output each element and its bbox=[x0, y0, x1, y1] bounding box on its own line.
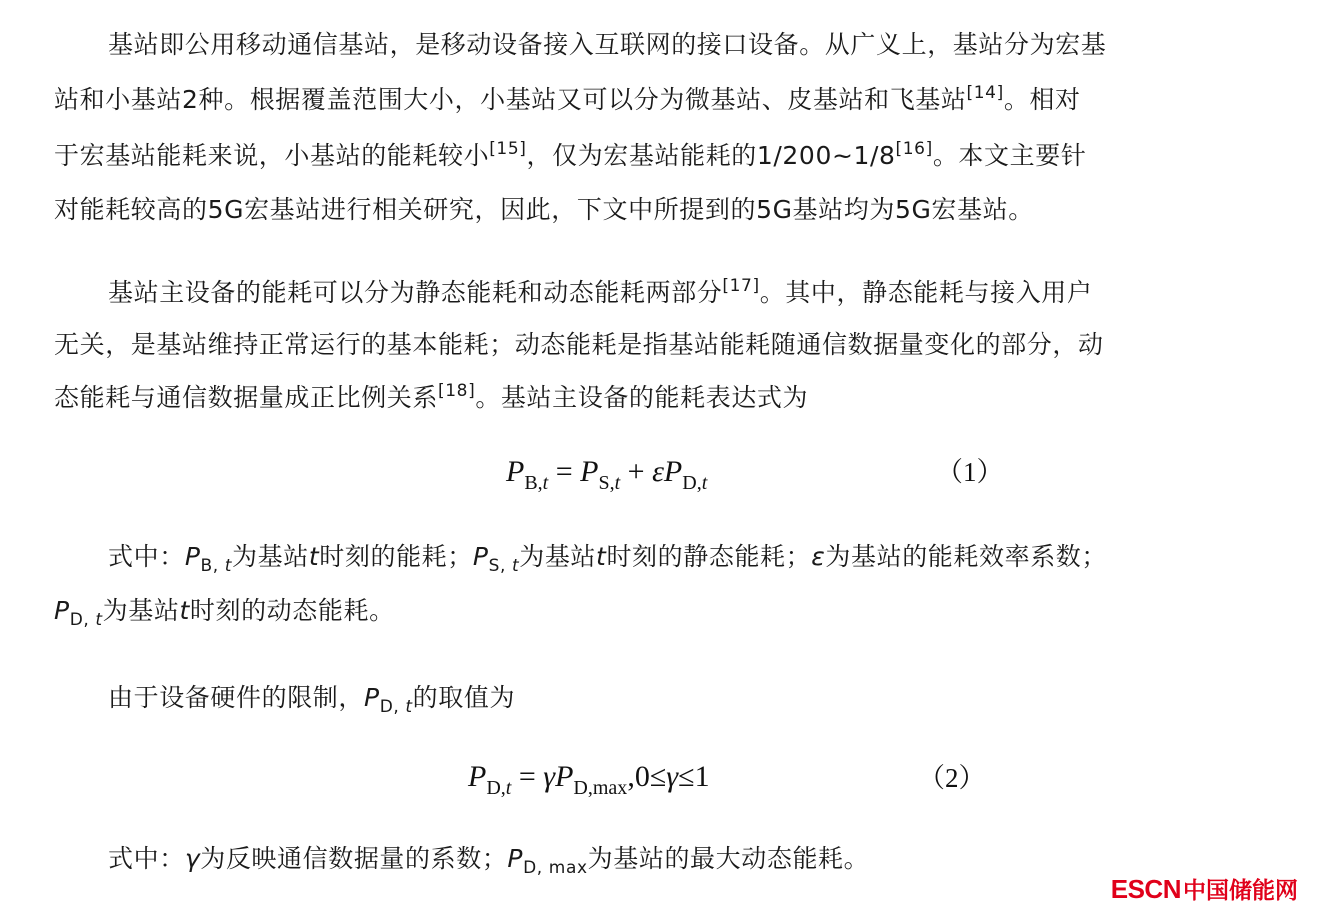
equation-1-number: （1） bbox=[936, 457, 1004, 487]
paragraph-2-line-2: 无关，是基站维持正常运行的基本能耗；动态能耗是指基站能耗随通信数据量变化的部分，动 bbox=[54, 330, 1104, 359]
citation-18: [18] bbox=[438, 381, 476, 401]
paragraph-1-line-4: 对能耗较高的5G宏基站进行相关研究，因此，下文中所提到的5G基站均为5G宏基站。 bbox=[54, 195, 1034, 224]
paragraph-3-line-2: $P_{D, t}$为基站t时刻的动态能耗。 bbox=[54, 596, 395, 630]
equation-2-number: （2） bbox=[918, 763, 986, 793]
paragraph-3-line-1: 式中：$P_{B, t}$为基站t时刻的能耗；$P_{S, t}$为基站t时刻的静态能耗；ε为基站的能耗效率系数； bbox=[108, 542, 1107, 576]
paragraph-1-line-1: 基站即公用移动通信基站，是移动设备接入互联网的接口设备。从广义上，基站分为宏基 bbox=[108, 30, 1107, 59]
paragraph-2-line-3: 态能耗与通信数据量成正比例关系[18]。基站主设备的能耗表达式为 bbox=[54, 381, 809, 412]
paragraph-1-line-2: 站和小基站2种。根据覆盖范围大小，小基站又可以分为微基站、皮基站和飞基站[14]。相对 bbox=[54, 83, 1081, 114]
paragraph-4: 由于设备硬件的限制，$P_{D, t}$的取值为 bbox=[108, 683, 516, 717]
escn-watermark-logo: ESCN中国储能网 bbox=[1110, 874, 1298, 904]
paragraph-2-line-1: 基站主设备的能耗可以分为静态能耗和动态能耗两部分[17]。其中，静态能耗与接入用户 bbox=[108, 276, 1093, 307]
paragraph-1-line-3: 于宏基站能耗来说，小基站的能耗较小[15]，仅为宏基站能耗的1/200~1/8[16]。本文主要针 bbox=[54, 139, 1087, 170]
equation-1: $P_{B,t} = P_{S,t} + \varepsilon P_{D,t}$ bbox=[506, 455, 708, 494]
equation-2: $P_{D,t} = \gamma P_{D,max},0\le\gamma\le 1$ bbox=[468, 760, 710, 799]
paragraph-5: 式中：γ为反映通信数据量的系数；$P_{D, max}$为基站的最大动态能耗。 bbox=[108, 844, 870, 878]
citation-14: [14] bbox=[966, 83, 1004, 103]
citation-16: [16] bbox=[895, 139, 933, 159]
citation-15: [15] bbox=[489, 139, 527, 159]
citation-17: [17] bbox=[722, 276, 760, 296]
